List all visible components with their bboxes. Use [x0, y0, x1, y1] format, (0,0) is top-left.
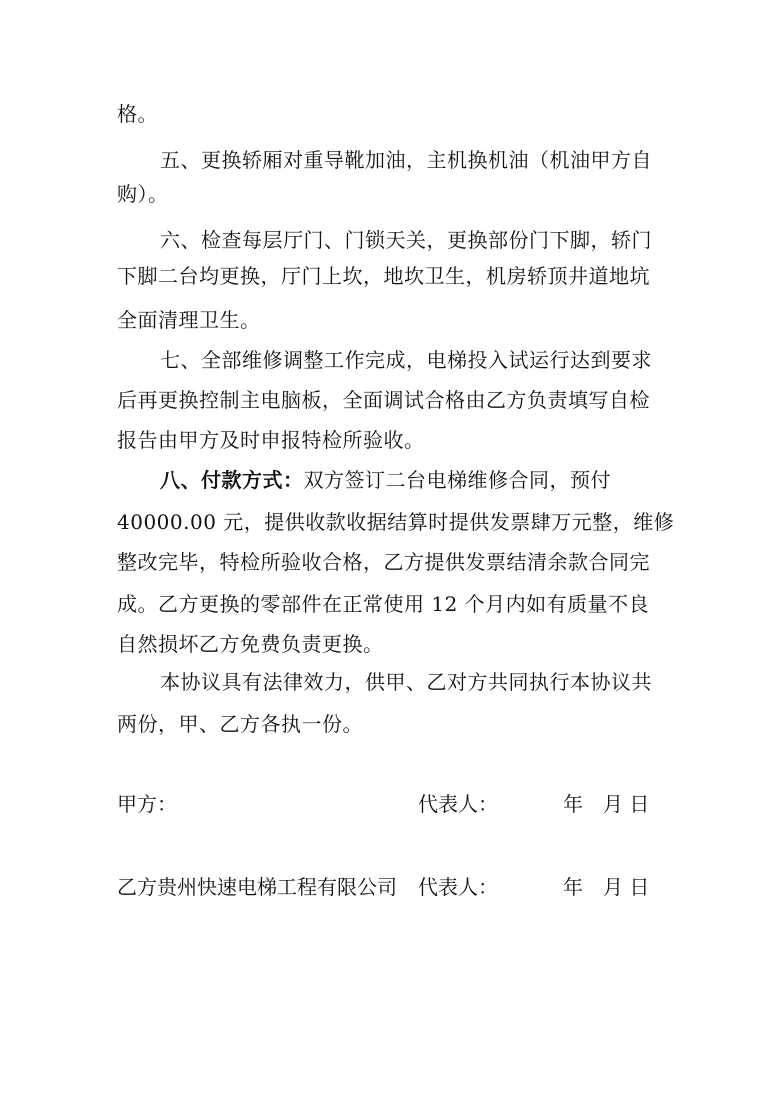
- text-line: 全面清理卫生。: [117, 308, 261, 332]
- text-line: 七、全部维修调整工作完成，电梯投入试运行达到要求: [160, 348, 652, 372]
- text-line: 本协议具有法律效力，供甲、乙对方共同执行本协议共: [160, 670, 652, 694]
- text-line: 后再更换控制主电脑板，全面调试合格由乙方负责填写自检: [117, 388, 650, 412]
- text-line: 成。乙方更换的零部件在正常使用 12 个月内如有质量不良: [117, 592, 650, 616]
- text-line: 整改完毕，特检所验收合格，乙方提供发票结清余款合同完: [117, 550, 650, 574]
- party-b-date: 年 月 日: [563, 875, 650, 899]
- text-line: 六、检查每层厅门、门锁天关，更换部份门下脚，轿门: [160, 228, 652, 252]
- party-a-date: 年 月 日: [563, 792, 650, 816]
- text-line: 自然损坏乙方免费负责更换。: [117, 632, 384, 656]
- text-line: 双方签订二台电梯维修合同，预付: [303, 468, 611, 492]
- payment-heading: 八、付款方式：: [160, 468, 304, 492]
- party-a-label: 甲方：: [117, 792, 177, 816]
- text-line: 下脚二台均更换，厅门上坎，地坎卫生，机房轿顶井道地坑: [117, 264, 650, 288]
- text-line: 格。: [117, 102, 158, 126]
- text-line: 报告由甲方及时申报特检所验收。: [117, 428, 425, 452]
- text-line: 购）。: [117, 182, 169, 206]
- party-b-representative: 代表人：: [418, 875, 498, 899]
- text-line: 40000.00 元，提供收款收据结算时提供发票肆万元整，维修: [117, 510, 675, 534]
- text-line: 两份，甲、乙方各执一份。: [117, 712, 363, 736]
- party-b-label: 乙方贵州快速电梯工程有限公司: [117, 875, 397, 899]
- text-line: 五、更换轿厢对重导靴加油，主机换机油（机油甲方自: [160, 148, 652, 172]
- payment-clause-line: [160, 466, 611, 494]
- party-a-representative: 代表人：: [418, 792, 498, 816]
